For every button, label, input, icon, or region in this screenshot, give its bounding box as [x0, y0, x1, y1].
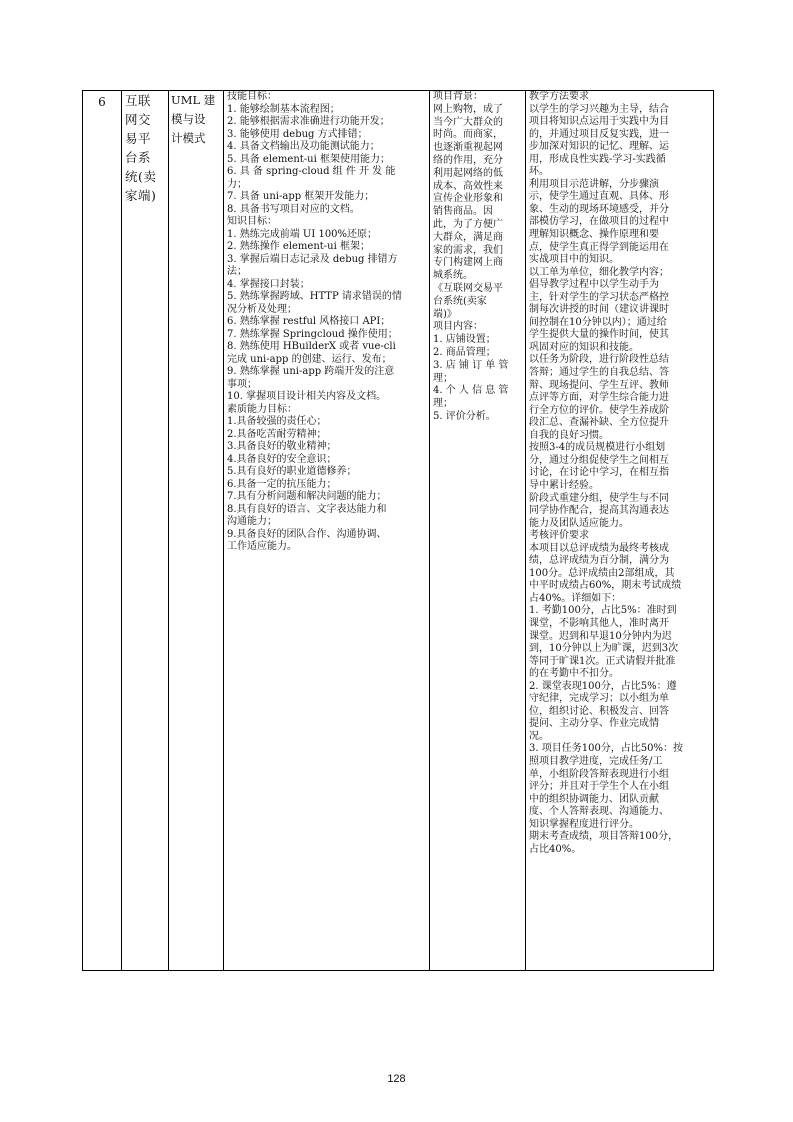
method-line: 单，小组阶段答辩表现进行小组: [529, 768, 669, 780]
method-line: 课堂。迟到和早退10分钟内为迟: [529, 630, 672, 642]
goal-line: 完成 uni-app 的创建、运行、发布；: [227, 353, 392, 365]
method-line: 实战项目中的知识。: [529, 254, 619, 266]
method-line: 占比40%。: [529, 843, 582, 855]
module-name: [169, 91, 223, 148]
method-line: 利用项目示范讲解，分步骤演: [529, 178, 659, 190]
method-line: 讨论，在讨论中学习，在相互指: [529, 467, 669, 479]
goal-line: 9.具备良好的团队合作、沟通协调、: [227, 528, 387, 540]
method-line: 巩固对应的知识和技能。: [529, 341, 639, 353]
method-line: 中的组织协调能力、团队贡献: [529, 793, 659, 805]
project-line: 此，为了方便广: [433, 218, 503, 230]
method-line: 守纪律，完成学习；以小组为单: [529, 693, 669, 705]
method-line: 用，形成良性实践-学习-实践循: [529, 153, 666, 165]
goal-line: 5. 具备 element-ui 框架使用能力；: [227, 153, 390, 165]
method-line: 同学协作配合，提高其沟通表达: [529, 505, 669, 517]
project-line: 成本、高效性来: [433, 180, 503, 192]
project-line: 3. 店 铺 订 单 管: [433, 359, 509, 371]
method-line: 辩、现场提问、学生互评、教师: [529, 379, 669, 391]
table-row: [83, 91, 714, 971]
goal-line: 6.具备一定的抗压能力；: [227, 478, 337, 490]
project-line: 时尚。而商家，: [433, 129, 503, 141]
method-line: 占40%。详细如下：: [529, 592, 622, 604]
project-line: 当今广大群众的: [433, 116, 503, 128]
project-name-line: 统(卖: [125, 169, 157, 184]
project-text: [430, 91, 525, 424]
method-line: 的在考勤中不扣分。: [529, 668, 619, 680]
method-line: 的，并通过项目反复实践，进一: [529, 128, 669, 140]
method-line: 知识掌握程度进行评分。: [529, 818, 639, 830]
method-line: 评分；并且对于学生个人在小组: [529, 781, 669, 793]
row-number: 6: [98, 95, 106, 109]
goal-line: 况分析及处理；: [227, 303, 297, 315]
goal-line: 5. 熟练掌握跨域、HTTP 请求错误的情: [227, 291, 402, 302]
goal-line: 9. 熟练掌握 uni-app 跨端开发的注意: [227, 366, 395, 377]
module-cell: [169, 91, 224, 971]
method-line: 3. 项目任务100分，占比50%：按: [529, 743, 684, 755]
method-line: 中平时成绩占60%，期末考试成绩: [529, 580, 682, 592]
project-name-line: 网交: [125, 112, 152, 127]
method-line: 以任务为阶段，进行阶段性总结: [529, 354, 669, 366]
method-line: 以工单为单位，细化教学内容；: [529, 266, 669, 278]
method-line: 1. 考勤100分，占比5%：准时到: [529, 605, 677, 617]
method-line: 自我的良好习惯。: [529, 429, 609, 441]
method-line: 学生提供大量的操作时间，使其: [529, 329, 669, 341]
project-line: 宣传企业形象和: [433, 193, 503, 205]
module-name-line: 计模式: [171, 131, 206, 145]
method-line: 以学生的学习兴趣为主导，结合: [529, 103, 669, 115]
method-line: 课堂，不影响其他人，准时离开: [529, 617, 669, 629]
project-cell: [430, 91, 526, 971]
method-line: 阶段式重建分组，使学生与不同: [529, 492, 669, 504]
goal-line: 工作适应能力。: [227, 541, 297, 552]
method-text: [526, 91, 713, 856]
project-line: 1. 店铺设置；: [433, 334, 496, 346]
method-line: 答辩；通过学生的自我总结、答: [529, 367, 669, 379]
project-name-line: 家端): [125, 188, 157, 203]
goal-line: 力；: [227, 178, 247, 190]
project-line: 项目内容：: [433, 321, 483, 333]
goal-line: 5.具有良好的职业道德修养；: [227, 466, 357, 477]
project-line: 5. 评价分析。: [433, 410, 496, 422]
method-line: 提问、主动分享、作业完成情: [529, 718, 659, 730]
goal-line: 技能目标：: [227, 91, 277, 102]
goals-text: [224, 91, 429, 554]
goal-line: 4. 掌握接口封装；: [227, 278, 310, 290]
module-name-line: UML 建: [171, 93, 216, 107]
project-line: 《互联网交易平: [433, 282, 503, 294]
goal-line: 3. 掌握后端日志记录及 debug 排错方: [227, 253, 398, 265]
goal-line: 6. 具 备 spring-cloud 组 件 开 发 能: [227, 166, 396, 177]
goal-line: 7. 具备 uni-app 框架开发能力；: [227, 191, 375, 202]
method-line: 主，针对学生的学习状态严格控: [529, 291, 669, 303]
goal-line: 1.具备较强的责任心；: [227, 416, 327, 427]
project-line: 理；: [433, 398, 453, 410]
method-line: 教学方法要求: [529, 91, 589, 102]
method-line: 行全方位的评价。使学生养成阶: [529, 404, 669, 416]
method-line: 段汇总、查漏补缺、全方位提升: [529, 417, 669, 429]
method-line: 况。: [529, 730, 549, 742]
method-line: 导中累计经验。: [529, 479, 599, 491]
goal-line: 素质能力目标：: [227, 403, 297, 415]
method-line: 考核评价要求: [529, 530, 589, 542]
method-line: 倡导教学过程中以学生动手为: [529, 279, 659, 291]
course-table: [82, 90, 714, 971]
project-line: 利用起网络的低: [433, 167, 503, 179]
method-line: 到，10分钟以上为旷课，迟到3次: [529, 643, 679, 655]
method-line: 项目将知识点运用于实践中为目: [529, 116, 669, 128]
goal-line: 8. 具备书写项目对应的文档。: [227, 203, 360, 215]
goal-line: 10. 掌握项目设计相关内容及文档。: [227, 391, 387, 402]
goals-cell: [224, 91, 430, 971]
goal-line: 2. 能够根据需求准确进行功能开发；: [227, 116, 390, 127]
project-name-line: 互联: [125, 93, 152, 108]
goal-line: 事项；: [227, 378, 257, 390]
project-name-line: 易平: [125, 131, 152, 146]
method-line: 环。: [529, 166, 549, 178]
method-line: 分，通过分组促使学生之间相互: [529, 454, 669, 466]
goal-line: 知识目标：: [227, 216, 277, 227]
goal-line: 沟通能力；: [227, 516, 277, 527]
method-line: 点评等方面，对学生综合能力进: [529, 392, 669, 404]
row-number-cell: [83, 91, 122, 971]
method-line: 照项目教学进度，完成任务/工: [529, 755, 663, 767]
method-line: 间控制在10分钟以内）；通过给: [529, 316, 667, 328]
project-line: 也逐渐重视起网: [433, 142, 503, 154]
project-name-line: 台系: [125, 150, 152, 165]
goal-line: 3. 能够使用 debug 方式排错；: [227, 128, 368, 140]
page-number: 128: [387, 1073, 406, 1085]
project-line: 专门构建网上商: [433, 257, 503, 269]
method-line: 制每次讲授的时间（建议讲课时: [529, 304, 669, 316]
method-line: 象、生动的现场环境感受，并分: [529, 203, 669, 215]
method-line: 等同于旷课1次。正式请假并批准: [529, 655, 676, 667]
module-name-line: 模与设: [171, 112, 206, 126]
method-line: 能力及团队适应能力。: [529, 517, 629, 529]
method-line: 2. 课堂表现100分，占比5%：遵: [529, 680, 677, 692]
project-line: 理；: [433, 372, 453, 384]
goal-line: 4.具备良好的安全意识；: [227, 453, 337, 465]
goal-line: 8. 熟练使用 HBuilderX 或者 vue-cli: [227, 341, 396, 352]
goal-line: 4. 具备文档输出及功能测试能力；: [227, 141, 380, 152]
goal-line: 1. 能够绘制基本流程图；: [227, 103, 340, 115]
method-cell: [526, 91, 714, 971]
goal-line: 7. 熟练掌握 Springcloud 操作使用；: [227, 328, 398, 340]
goal-line: 6. 熟练掌握 restful 风格接口 API；: [227, 316, 391, 327]
project-name-cell: [122, 91, 169, 971]
method-line: 按照3-4的成员规模进行小组划: [529, 442, 666, 454]
method-line: 部模仿学习，在做项目的过程中: [529, 216, 669, 228]
method-line: 示，使学生通过直观、具体、形: [529, 191, 669, 203]
goal-line: 3.具备良好的敬业精神；: [227, 441, 337, 452]
project-line: 城系统。: [433, 270, 473, 282]
project-line: 销售商品。因: [433, 206, 493, 218]
project-line: 大群众，满足商: [433, 231, 503, 243]
goal-line: 2.具备吃苦耐劳精神；: [227, 428, 327, 440]
method-line: 绩，总评成绩为百分制，满分为: [529, 555, 669, 567]
goal-line: 7.具有分析问题和解决问题的能力；: [227, 491, 387, 502]
project-name: [122, 91, 168, 205]
method-line: 点，使学生真正得学到能运用在: [529, 241, 669, 253]
method-line: 度、个人答辩表现、沟通能力、: [529, 806, 669, 818]
method-line: 期末考查成绩，项目答辩100分，: [529, 831, 679, 843]
project-line: 端)》: [433, 308, 457, 320]
method-line: 理解知识概念、操作原理和要: [529, 229, 659, 241]
project-line: 4. 个 人 信 息 管: [433, 385, 509, 397]
project-line: 家的需求，我们: [433, 244, 503, 256]
goal-line: 8.具有良好的语言、文字表达能力和: [227, 503, 387, 515]
project-line: 网上购物，成了: [433, 103, 503, 115]
project-line: 络的作用，充分: [433, 154, 503, 166]
project-line: 台系统(卖家: [433, 295, 487, 307]
goal-line: 1. 熟练完成前端 UI 100%还原；: [227, 228, 378, 240]
method-line: 本项目以总评成绩为最终考核成: [529, 542, 669, 554]
method-line: 100分。总评成绩由2部组成，其: [529, 567, 675, 579]
project-line: 2. 商品管理；: [433, 346, 496, 358]
method-line: 步加深对知识的记忆、理解、运: [529, 141, 669, 153]
goal-line: 法；: [227, 266, 247, 277]
project-line: 项目背景：: [433, 91, 483, 102]
goal-line: 2. 熟练操作 element-ui 框架；: [227, 241, 370, 252]
method-line: 位，组织讨论、积极发言、回答: [529, 705, 669, 717]
